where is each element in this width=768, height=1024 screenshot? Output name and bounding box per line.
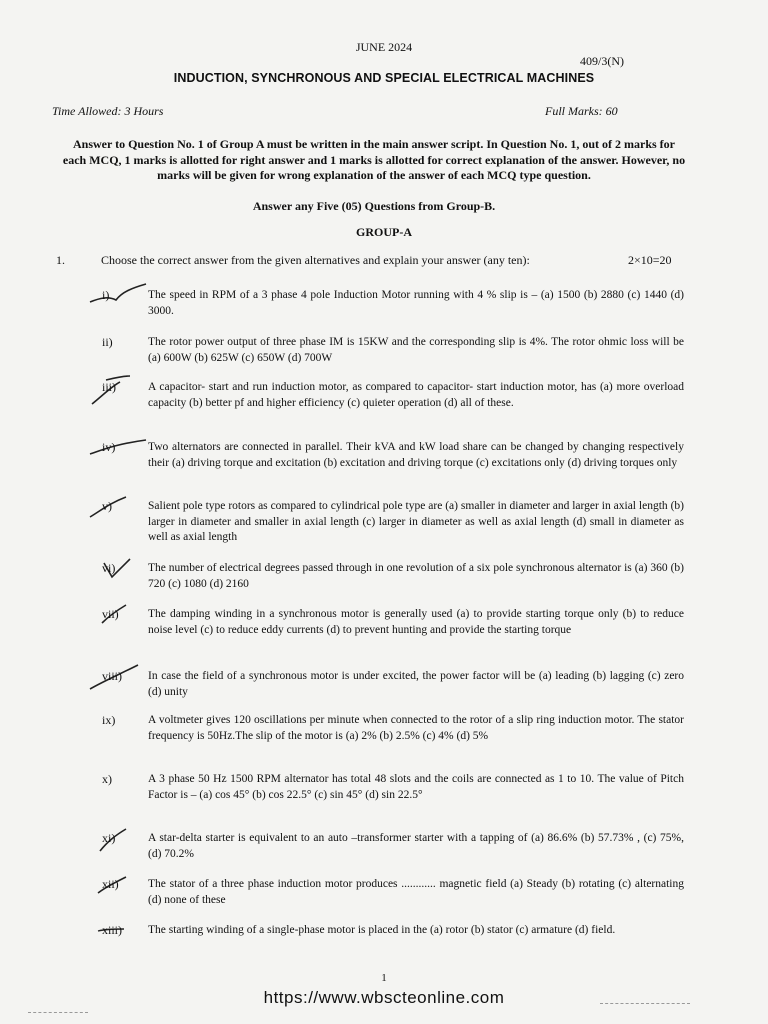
mcq-text: The stator of a three phase induction motor produces ............ magnetic field (a) Steady (b) rotating (c) alternating (d) none of these	[148, 878, 684, 906]
footer-url-link[interactable]: https://www.wbscteonline.com	[263, 988, 505, 1007]
instructions-text: Answer to Question No. 1 of Group A must be written in the main answer script. In Question No. 1, out of 2 marks for each MCQ, 1 marks is allotted for right answer and 1 marks is allotted for correct explanation of the answer. However, no marks will be given for wrong explanation of the answer of each MCQ type question.	[62, 137, 686, 182]
mcq-number: vi)	[102, 561, 116, 575]
mcq-number: x)	[102, 772, 112, 786]
mcq-text: Two alternators are connected in parallel. Their kVA and kW load share can be changed by changing respectively their (a) driving torque and excitation (b) excitation and driving torque (c) excitations only (d) driving torques only	[148, 441, 684, 469]
full-marks: Full Marks: 60	[545, 104, 618, 118]
scan-artifact-divider	[28, 1012, 88, 1013]
mcq-text: A voltmeter gives 120 oscillations per minute when connected to the rotor of a slip ring induction motor. The stator frequency is 50Hz.The slip of the motor is (a) 2% (b) 2.5% (c) 4% (d) 5%	[148, 714, 684, 742]
group-b-instruction: Answer any Five (05) Questions from Group-B.	[252, 199, 496, 213]
question-marks: 2×10=20	[628, 253, 672, 267]
mcq-number: vii)	[102, 607, 119, 621]
mcq-number: xiii)	[102, 923, 122, 937]
mcq-text: A star-delta starter is equivalent to an auto –transformer starter with a tapping of (a) 86.6% (b) 57.73% , (c) 75%, (d) 70.2%	[148, 832, 684, 860]
mcq-number: v)	[102, 499, 112, 513]
mcq-text: The damping winding in a synchronous motor is generally used (a) to provide starting torque only (b) to reduce noise level (c) to reduce eddy currents (d) to prevent hunting and provide the starting torque	[148, 608, 684, 636]
question-number: 1.	[56, 253, 65, 267]
group-a-heading: GROUP-A	[356, 225, 412, 239]
mcq-number: ix)	[102, 713, 116, 727]
mcq-text: Salient pole type rotors as compared to cylindrical pole type are (a) smaller in diameter and larger in axial length (b) larger in diameter and smaller in axial length (c) larger in diameter as well as axial length (d) small in diameter as well as axial length	[148, 500, 684, 543]
exam-date: JUNE 2024	[355, 40, 413, 54]
question-text: Choose the correct answer from the given alternatives and explain your answer (any ten):	[101, 253, 530, 267]
mcq-number: iv)	[102, 440, 116, 454]
mcq-text: In case the field of a synchronous motor is under excited, the power factor will be (a) leading (b) lagging (c) zero (d) unity	[148, 670, 684, 698]
mcq-text: The rotor power output of three phase IM is 15KW and the corresponding slip is 4%. The rotor ohmic loss will be (a) 600W (b) 625W (c) 650W (d) 700W	[148, 336, 684, 364]
paper-code: 409/3(N)	[580, 54, 624, 68]
time-allowed: Time Allowed: 3 Hours	[52, 104, 164, 118]
mcq-text: A 3 phase 50 Hz 1500 RPM alternator has total 48 slots and the coils are connected as 1 to 10. The value of Pitch Factor is – (a) cos 45° (b) cos 22.5° (c) sin 45° (d) sin 22.5°	[148, 773, 684, 801]
scan-artifact-divider	[600, 1003, 690, 1004]
mcq-number: xi)	[102, 831, 116, 845]
mcq-number: i)	[102, 288, 110, 302]
mcq-number: iii)	[102, 380, 116, 394]
mcq-number: xii)	[102, 877, 119, 891]
page-number: 1	[381, 972, 387, 984]
mcq-number: viii)	[102, 669, 122, 683]
mcq-text: The starting winding of a single-phase motor is placed in the (a) rotor (b) stator (c) armature (d) field.	[148, 924, 616, 936]
mcq-text: The number of electrical degrees passed through in one revolution of a six pole synchronous alternator is (a) 360 (b) 720 (c) 1080 (d) 2160	[148, 562, 684, 590]
mcq-text: The speed in RPM of a 3 phase 4 pole Induction Motor running with 4 % slip is – (a) 1500 (b) 2880 (c) 1440 (d) 3000.	[148, 289, 684, 317]
mcq-text: A capacitor- start and run induction motor, as compared to capacitor- start induction motor, has (a) more overload capacity (b) better pf and higher efficiency (c) quieter operation (d) all of these.	[148, 381, 684, 409]
paper-title: INDUCTION, SYNCHRONOUS AND SPECIAL ELECTRICAL MACHINES	[173, 71, 595, 85]
mcq-number: ii)	[102, 335, 113, 349]
